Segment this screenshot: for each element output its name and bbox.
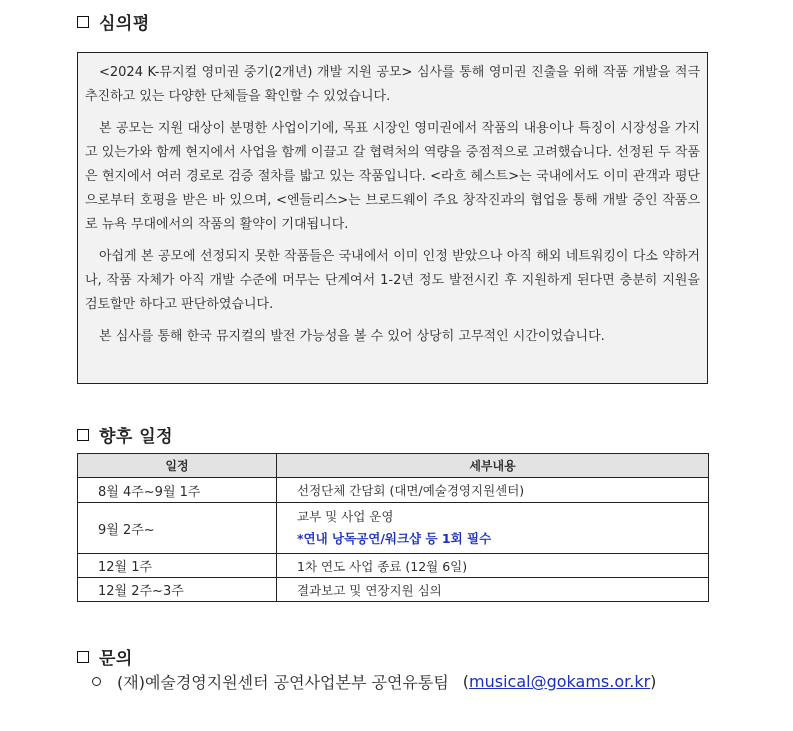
review-paragraph: <2024 K-뮤지컬 영미권 중기(2개년) 개발 지원 공모> 심사를 통해 영미권 진출을 위해 작품 개발을 적극 추진하고 있는 다양한 단체들을 확인할 수 있었습니다. <box>85 65 700 104</box>
checkbox-square-icon <box>77 429 89 441</box>
contact-paren-open: ( <box>462 672 470 691</box>
checkbox-square-icon <box>77 651 89 663</box>
table-header-row <box>78 454 709 478</box>
schedule-table <box>77 453 709 602</box>
review-box <box>77 52 708 384</box>
circle-bullet-icon <box>92 677 101 686</box>
table-row <box>78 503 709 554</box>
schedule-detail: 1차 연도 사업 종료 (12월 6일) <box>277 554 709 578</box>
review-paragraph: 본 심사를 통해 한국 뮤지컬의 발전 가능성을 볼 수 있어 상당히 고무적인 시간이었습니다. <box>99 329 605 344</box>
contact-section-title: 문의 <box>99 649 133 669</box>
contact-paren-close: ) <box>650 672 657 691</box>
schedule-detail-cell <box>277 503 709 554</box>
schedule-detail: 교부 및 사업 운영 <box>297 509 394 524</box>
table-row <box>78 554 709 578</box>
schedule-date: 12월 1주 <box>78 554 277 578</box>
schedule-note: *연내 낭독공연/워크샵 등 1회 필수 <box>297 531 492 546</box>
column-header-detail: 세부내용 <box>277 454 709 478</box>
contact-organization: (재)예술경영지원센터 공연사업본부 공연유통팀 <box>117 673 449 692</box>
schedule-detail: 선정단체 간담회 (대면/예술경영지원센터) <box>277 478 709 503</box>
schedule-section-title: 향후 일정 <box>99 427 174 447</box>
review-section-heading <box>77 9 150 34</box>
contact-line <box>92 670 656 693</box>
checkbox-square-icon <box>77 16 89 28</box>
schedule-section-heading <box>77 422 173 447</box>
schedule-date: 12월 2주~3주 <box>78 578 277 602</box>
schedule-date: 9월 2주~ <box>78 503 277 554</box>
contact-section-heading <box>77 644 133 669</box>
contact-email-link[interactable]: musical@gokams.or.kr <box>469 672 651 691</box>
table-row <box>78 578 709 602</box>
table-row <box>78 478 709 503</box>
review-paragraph: 본 공모는 지원 대상이 분명한 사업이기에, 목표 시장인 영미권에서 작품의 내용이나 특징이 시장성을 가지고 있는가와 함께 현지에서 사업을 함께 이끌고 갈 협력처의 역량을 중점적으로 고려했습니다. 선정된 두 작품은 현지에서 여러 경로로 검증 절차를 밟고 있는 작품입니다. <라흐 헤스트>는 국내에서도 이미 관객과 평단으로부터 호평을 받은 바 있으며, <엔들리스>는 브로드웨이 주요 창작진과의 협업을 통해 개발 중인 작품으로 뉴욕 무대에서의 작품의 활약이 기대됩니다. <box>85 121 700 232</box>
review-paragraph: 아쉽게 본 공모에 선정되지 못한 작품들은 국내에서 이미 인정 받았으나 아직 해외 네트워킹이 다소 약하거나, 작품 자체가 아직 개발 수준에 머무는 단계여서 1-2년 정도 발전시킨 후 지원하게 된다면 충분히 지원을 검토할만 하다고 판단하였습니다. <box>85 249 700 312</box>
schedule-date: 8월 4주~9월 1주 <box>78 478 277 503</box>
review-section-title: 심의평 <box>99 14 150 34</box>
schedule-detail: 결과보고 및 연장지원 심의 <box>277 578 709 602</box>
column-header-date: 일정 <box>78 454 277 478</box>
